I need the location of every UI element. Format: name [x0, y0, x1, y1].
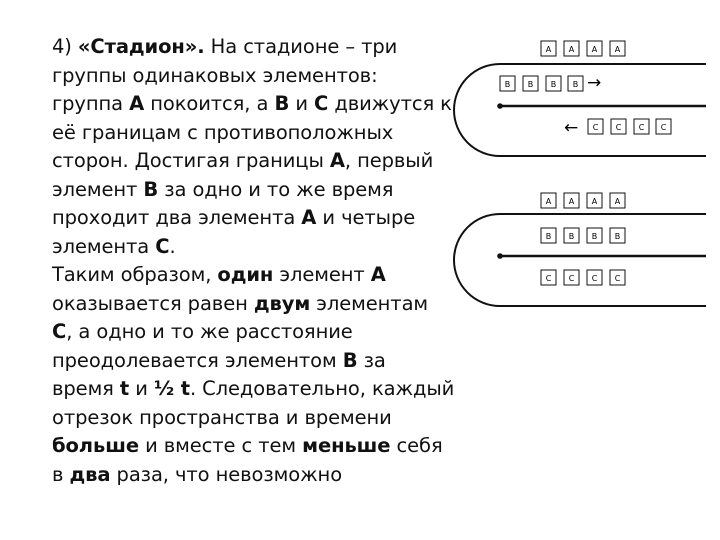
text-line-12: преодолевается элементом B за [52, 348, 386, 372]
text-line-3: группа A покоится, а B и C движутся к [52, 92, 452, 115]
text-line-16: в два раза, что невозможно [52, 462, 343, 486]
row-b-top [500, 73, 601, 93]
element-b-label: B [550, 80, 557, 89]
text-line-1: 4) «Стадион». На стадионе – три [52, 35, 398, 58]
text-line-7: проходит два элемента A и четыре [52, 206, 416, 229]
track-dot-top [497, 103, 503, 109]
text-line-2: группы одинаковых элементов: [52, 63, 378, 87]
element-c-label: C [614, 274, 621, 283]
element-a-label: A [614, 197, 621, 206]
argument-text [52, 33, 457, 489]
element-b-label: B [591, 232, 598, 241]
text-line-6: элемент B за одно и то же время [52, 177, 394, 201]
stadium-bottom [454, 193, 706, 306]
text-line-13: время t и ½ t. Следовательно, каждый [52, 377, 455, 400]
element-b-label: B [527, 80, 534, 89]
text-line-8: элемента C. [52, 234, 176, 258]
element-a-label: A [545, 197, 552, 206]
row-c-top [564, 118, 671, 138]
element-c-label: C [592, 123, 599, 132]
element-c-label: C [638, 123, 645, 132]
text-line-11: C, а одно и то же расстояние [52, 320, 353, 343]
row-c-bottom [541, 270, 625, 285]
text-line-14: отрезок пространства и времени [52, 405, 392, 429]
element-c-label: C [660, 123, 667, 132]
element-b-label: B [614, 232, 621, 241]
element-c-label: C [568, 274, 575, 283]
arrow-left-icon: ← [564, 118, 579, 138]
arrow-right-icon: → [587, 73, 602, 93]
element-c-label: C [545, 274, 552, 283]
track-dot-bottom [497, 253, 503, 259]
element-a-label: A [591, 45, 598, 54]
element-b-label: B [572, 80, 579, 89]
row-a-top [541, 41, 625, 56]
text-line-9: Таким образом, один элемент A [52, 263, 386, 286]
stadium-top [454, 41, 706, 156]
element-b-label: B [568, 232, 575, 241]
element-a-label: A [568, 197, 575, 206]
element-b-label: B [545, 232, 552, 241]
element-a-label: A [591, 197, 598, 206]
track-outline-bottom [454, 214, 706, 306]
text-line-4: её границам с противоположных [52, 120, 394, 144]
row-b-bottom [541, 228, 625, 243]
element-a-label: A [568, 45, 575, 54]
text-line-5: сторон. Достигая границы A, первый [52, 149, 434, 172]
element-b-label: B [504, 80, 511, 89]
element-a-label: A [614, 45, 621, 54]
element-c-label: C [615, 123, 622, 132]
stadium-diagram [448, 30, 708, 330]
text-line-15: больше и вместе с тем меньше себя [52, 434, 443, 457]
text-line-10: оказывается равен двум элементам [52, 291, 429, 315]
element-a-label: A [545, 45, 552, 54]
element-c-label: C [591, 274, 598, 283]
row-a-bottom [541, 193, 625, 208]
